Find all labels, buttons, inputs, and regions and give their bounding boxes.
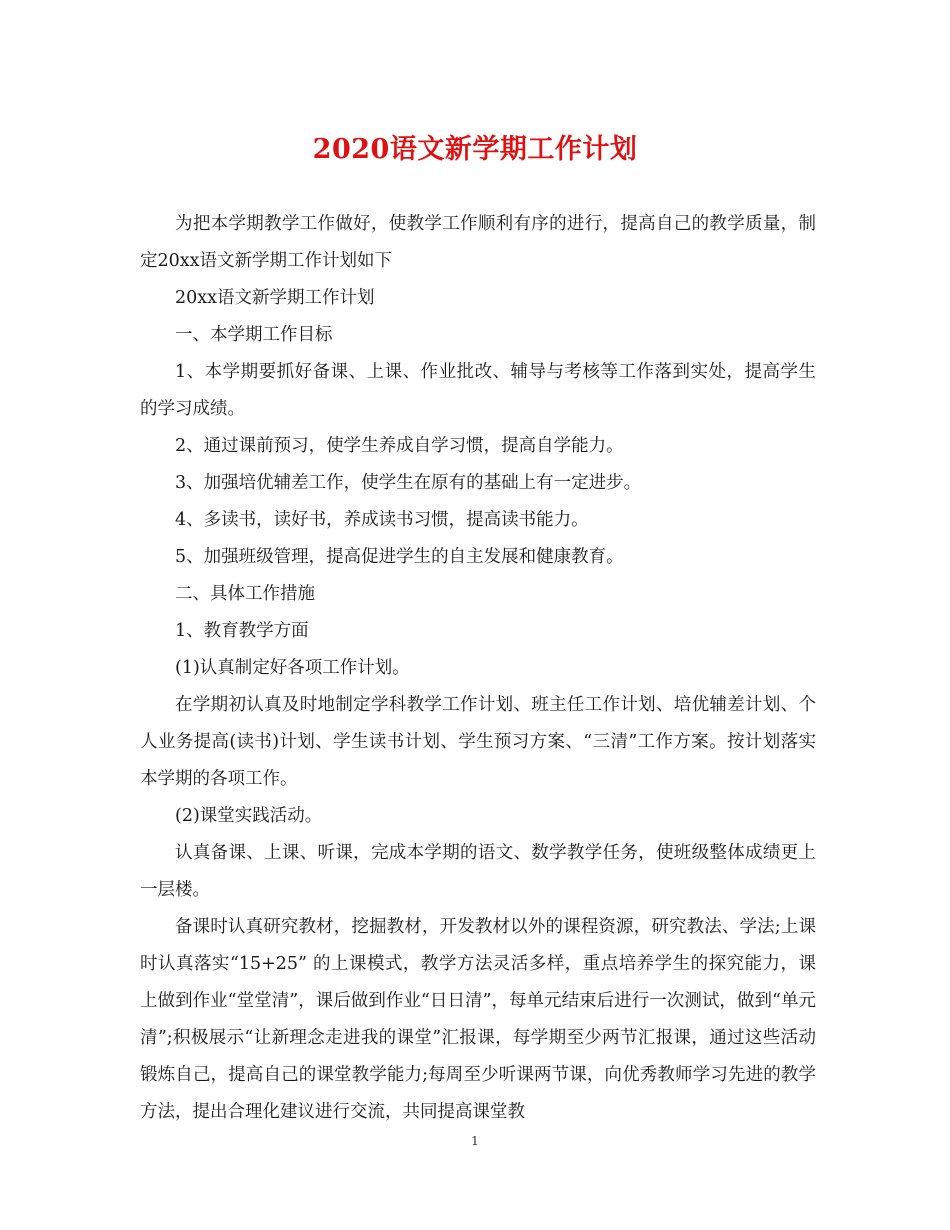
paragraph-classroom: 认真备课、上课、听课，完成本学期的语文、数学教学任务，使班级整体成绩更上一层楼。 — [140, 843, 816, 900]
goal-item-4: 4、多读书，读好书，养成读书习惯，提高读书能力。 — [175, 510, 589, 530]
goal-item-1: 1、本学期要抓好备课、上课、作业批改、辅导与考核等工作落到实处，提高学生的学习成绩。 — [140, 362, 816, 419]
section-heading-goals: 一、本学期工作目标 — [175, 325, 333, 345]
paragraph-plans: 在学期初认真及时地制定学科教学工作计划、班主任工作计划、培优辅差计划、个人业务提高(读书)计划、学生读书计划、学生预习方案、“三清”工作方案。按计划落实本学期的各项工作。 — [140, 695, 816, 789]
paragraph-lesson-prep: 备课时认真研究教材，挖掘教材，开发教材以外的课程资源，研究教法、学法;上课时认真落实“15+25” 的上课模式，教学方法灵活多样，重点培养学生的探究能力，课上做到作业“堂堂清”，课后做到作业“日日清”，每单元结束后进行一次测试，做到“单元清”;积极展示“让新理念走进我的课堂”汇报课，每学期至少两节汇报课，通过这些活动锻炼自己，提高自己的课堂教学能力;每周至少听课两节课，向优秀教师学习先进的教学方法，提出合理化建议进行交流，共同提高课堂教 — [140, 917, 816, 1122]
document-title: 2020语文新学期工作计划 — [312, 134, 638, 165]
goal-item-5: 5、加强班级管理，提高促进学生的自主发展和健康教育。 — [175, 547, 624, 567]
document-body — [140, 206, 816, 1131]
item-heading-classroom: (2)课堂实践活动。 — [175, 806, 323, 826]
goal-item-2: 2、通过课前预习，使学生养成自学习惯，提高自学能力。 — [175, 436, 624, 456]
subsection-heading-teaching: 1、教育教学方面 — [175, 621, 309, 641]
item-heading-plans: (1)认真制定好各项工作计划。 — [175, 658, 410, 678]
goal-item-3: 3、加强培优辅差工作，使学生在原有的基础上有一定进步。 — [175, 473, 642, 493]
paragraph-intro: 为把本学期教学工作做好，使教学工作顺利有序的进行，提高自己的教学质量，制定20xx语文新学期工作计划如下 — [140, 214, 816, 271]
section-heading-measures: 二、具体工作措施 — [175, 584, 315, 604]
page-number: 1 — [471, 1134, 479, 1148]
paragraph-plan-heading: 20xx语文新学期工作计划 — [175, 288, 375, 308]
